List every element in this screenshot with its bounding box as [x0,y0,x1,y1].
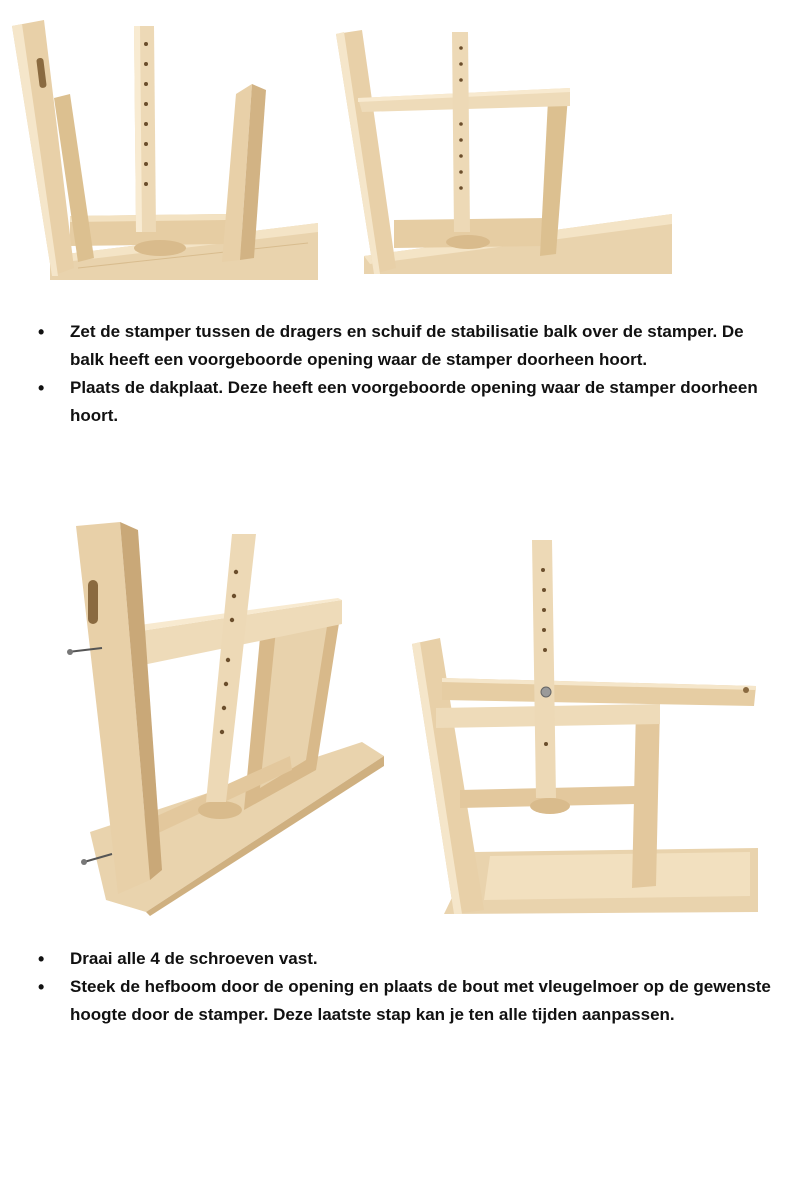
assembly-photo-1 [8,18,322,284]
bullet-icon: • [38,322,45,342]
instructions-list-2 [38,945,780,1029]
bullet-icon: • [38,378,45,398]
instruction-text: Steek de hefboom door de opening en plaats de bout met vleugelmoer op de gewenste hoogte door de stamper. Deze laatste stap kan je ten alle tijden aanpassen. [70,977,771,1024]
instruction-text: Plaats de dakplaat. Deze heeft een voorgeboorde opening waar de stamper doorheen hoort. [70,378,758,425]
assembly-photo-3 [66,520,386,916]
instruction-text: Draai alle 4 de schroeven vast. [70,949,318,968]
assembly-photo-2 [334,28,676,278]
instruction-step [38,973,780,1029]
instruction-step [38,945,780,973]
instruction-step [38,374,780,430]
instruction-step [38,318,780,374]
bullet-icon: • [38,977,45,997]
bullet-icon: • [38,949,45,969]
instruction-text: Zet de stamper tussen de dragers en schuif de stabilisatie balk over de stamper. De balk heeft een voorgeboorde opening waar de stamper doorheen hoort. [70,322,744,369]
instructions-list-1 [38,318,780,430]
assembly-photo-4 [410,534,762,916]
